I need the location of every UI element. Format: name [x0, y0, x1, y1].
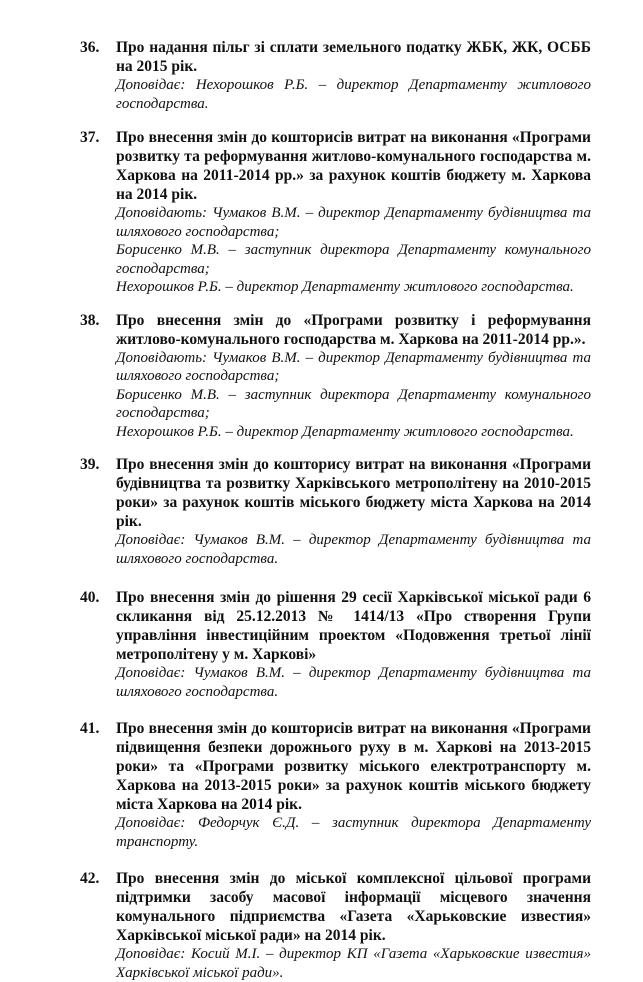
item-number: 42. — [80, 870, 100, 887]
item-title: Про внесення змін до рішення 29 сесії Харківської міської ради 6 скликання від 25.12.2013 № 1414/13 «Про створення Групи управління інвестиційним проектом «Подовження третьої лінії метрополітену у м. Харкові» — [116, 589, 591, 663]
item-title: Про внесення змін до кошторисів витрат на виконання «Програми підвищення безпеки дорожнього руху в м. Харкові на 2013-2015 роки» та «Програми розвитку міського електротранспорту м. Харкова на 2013-2015 роки» за рахунок коштів міського бюджету міста Харкова на 2014 рік. — [116, 720, 591, 813]
item-speaker: Доповідає: Чумаков В.М. – директор Департаменту будівництва та шляхового господарства. — [116, 665, 591, 700]
agenda-item-37 — [82, 128, 591, 297]
item-number: 41. — [80, 720, 100, 737]
item-body — [116, 719, 591, 851]
item-speaker: Доповідають: Чумаков В.М. – директор Департаменту будівництва та шляхового господарства; — [116, 205, 591, 240]
item-speaker: Доповідає: Нехорошков Р.Б. – директор Департаменту житлового господарства. — [116, 77, 591, 112]
item-title: Про внесення змін до кошторису витрат на виконання «Програми будівництва та розвитку Харківського метрополітену на 2010-2015 роки» за рахунок коштів міського бюджету міста Харкова на 2014 рік. — [116, 456, 591, 530]
item-number: 36. — [80, 39, 100, 56]
item-body — [116, 588, 591, 701]
item-body — [116, 128, 591, 297]
item-title: Про внесення змін до міської комплексної цільової програми підтримки засобу масової інформації місцевого значення комунального підприємства «Газета «Харьковские известия» Харківської міської ради» на 2014 рік. — [116, 870, 591, 944]
item-speaker: Доповідає: Федорчук Є.Д. – заступник директора Департаменту транспорту. — [116, 815, 591, 850]
agenda-item-42 — [82, 869, 591, 982]
item-number: 40. — [80, 589, 100, 606]
item-title: Про внесення змін до «Програми розвитку і реформування житлово-комунального господарства м. Харкова на 2011-2014 рр.». — [116, 311, 591, 348]
item-title: Про внесення змін до кошторисів витрат на виконання «Програми розвитку та реформування житлово-комунального господарства м. Харкова на 2011-2014 рр.» за рахунок коштів бюджету м. Харкова на 2014 рік. — [116, 129, 591, 203]
item-body — [116, 311, 591, 442]
item-speaker: Борисенко М.В. – заступник директора Департаменту комунального господарства; — [116, 242, 591, 277]
item-speaker: Нехорошков Р.Б. – директор Департаменту житлового господарства. — [116, 279, 574, 295]
item-speaker: Доповідає: Чумаков В.М. – директор Департаменту будівництва та шляхового господарства. — [116, 532, 591, 567]
item-number: 37. — [80, 129, 100, 146]
item-speaker: Борисенко М.В. – заступник директора Департаменту комунального господарства; — [116, 386, 591, 421]
agenda-item-41 — [82, 719, 591, 851]
agenda-item-36 — [82, 38, 591, 113]
agenda-item-40 — [82, 588, 591, 701]
item-speaker: Доповідають: Чумаков В.М. – директор Департаменту будівництва та шляхового господарства; — [116, 349, 591, 384]
item-speaker: Нехорошков Р.Б. – директор Департаменту житлового господарства. — [116, 423, 574, 440]
agenda-item-38 — [82, 311, 591, 442]
item-number: 39. — [80, 456, 100, 473]
item-title: Про надання пільг зі сплати земельного податку ЖБК, ЖК, ОСББ на 2015 рік. — [116, 39, 591, 75]
item-body — [116, 38, 591, 113]
item-speaker: Доповідає: Косий М.І. – директор КП «Газета «Харьковские известия» Харківської міської ради». — [116, 946, 591, 981]
agenda-item-39 — [82, 455, 591, 568]
item-number: 38. — [80, 311, 100, 329]
item-body — [116, 869, 591, 982]
item-body — [116, 455, 591, 568]
